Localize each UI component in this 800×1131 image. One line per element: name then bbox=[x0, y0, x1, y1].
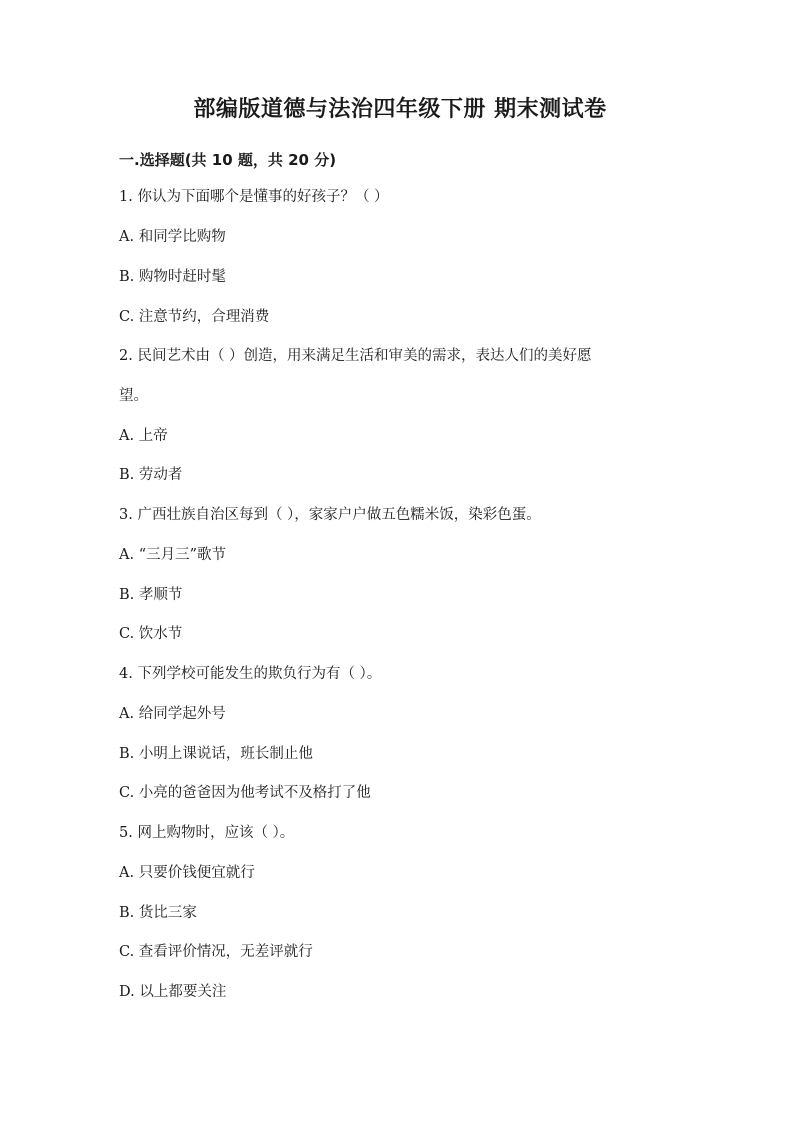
question-1-stem: 1. 你认为下面哪个是懂事的好孩子？（ ） bbox=[119, 189, 389, 205]
question-4-option-c: C. 小亮的爸爸因为他考试不及格打了他 bbox=[119, 785, 371, 801]
question-5-option-c: C. 查看评价情况，无差评就行 bbox=[119, 944, 313, 960]
question-3-stem: 3. 广西壮族自治区每到（ ），家家户户做五色糯米饭，染彩色蛋。 bbox=[119, 507, 541, 523]
section-heading: 一.选择题(共 10 题，共 20 分) bbox=[119, 151, 337, 169]
question-1-option-c: C. 注意节约，合理消费 bbox=[119, 309, 270, 325]
question-2-option-b: B. 劳动者 bbox=[119, 467, 183, 483]
question-5-stem: 5. 网上购物时，应该（ ）。 bbox=[119, 825, 295, 841]
question-2-stem-continued: 望。 bbox=[119, 388, 148, 404]
question-2-option-a: A. 上帝 bbox=[119, 428, 168, 444]
question-4-option-b: B. 小明上课说话，班长制止他 bbox=[119, 746, 313, 762]
page-title: 部编版道德与法治四年级下册 期末测试卷 bbox=[193, 97, 607, 122]
question-5-option-b: B. 货比三家 bbox=[119, 905, 197, 921]
question-4-option-a: A. 给同学起外号 bbox=[119, 706, 226, 722]
question-1-option-b: B. 购物时赶时髦 bbox=[119, 269, 226, 285]
question-5-option-d: D. 以上都要关注 bbox=[119, 984, 227, 1000]
question-3-option-b: B. 孝顺节 bbox=[119, 587, 183, 603]
question-4-stem: 4. 下列学校可能发生的欺负行为有（ ）。 bbox=[119, 666, 382, 682]
question-3-option-c: C. 饮水节 bbox=[119, 626, 183, 642]
question-3-option-a: A. “三月三”歌节 bbox=[119, 547, 227, 563]
question-5-option-a: A. 只要价钱便宜就行 bbox=[119, 865, 255, 881]
question-2-stem: 2. 民间艺术由（ ）创造，用来满足生活和审美的需求，表达人们的美好愿 bbox=[119, 348, 592, 364]
question-1-option-a: A. 和同学比购物 bbox=[119, 229, 226, 245]
